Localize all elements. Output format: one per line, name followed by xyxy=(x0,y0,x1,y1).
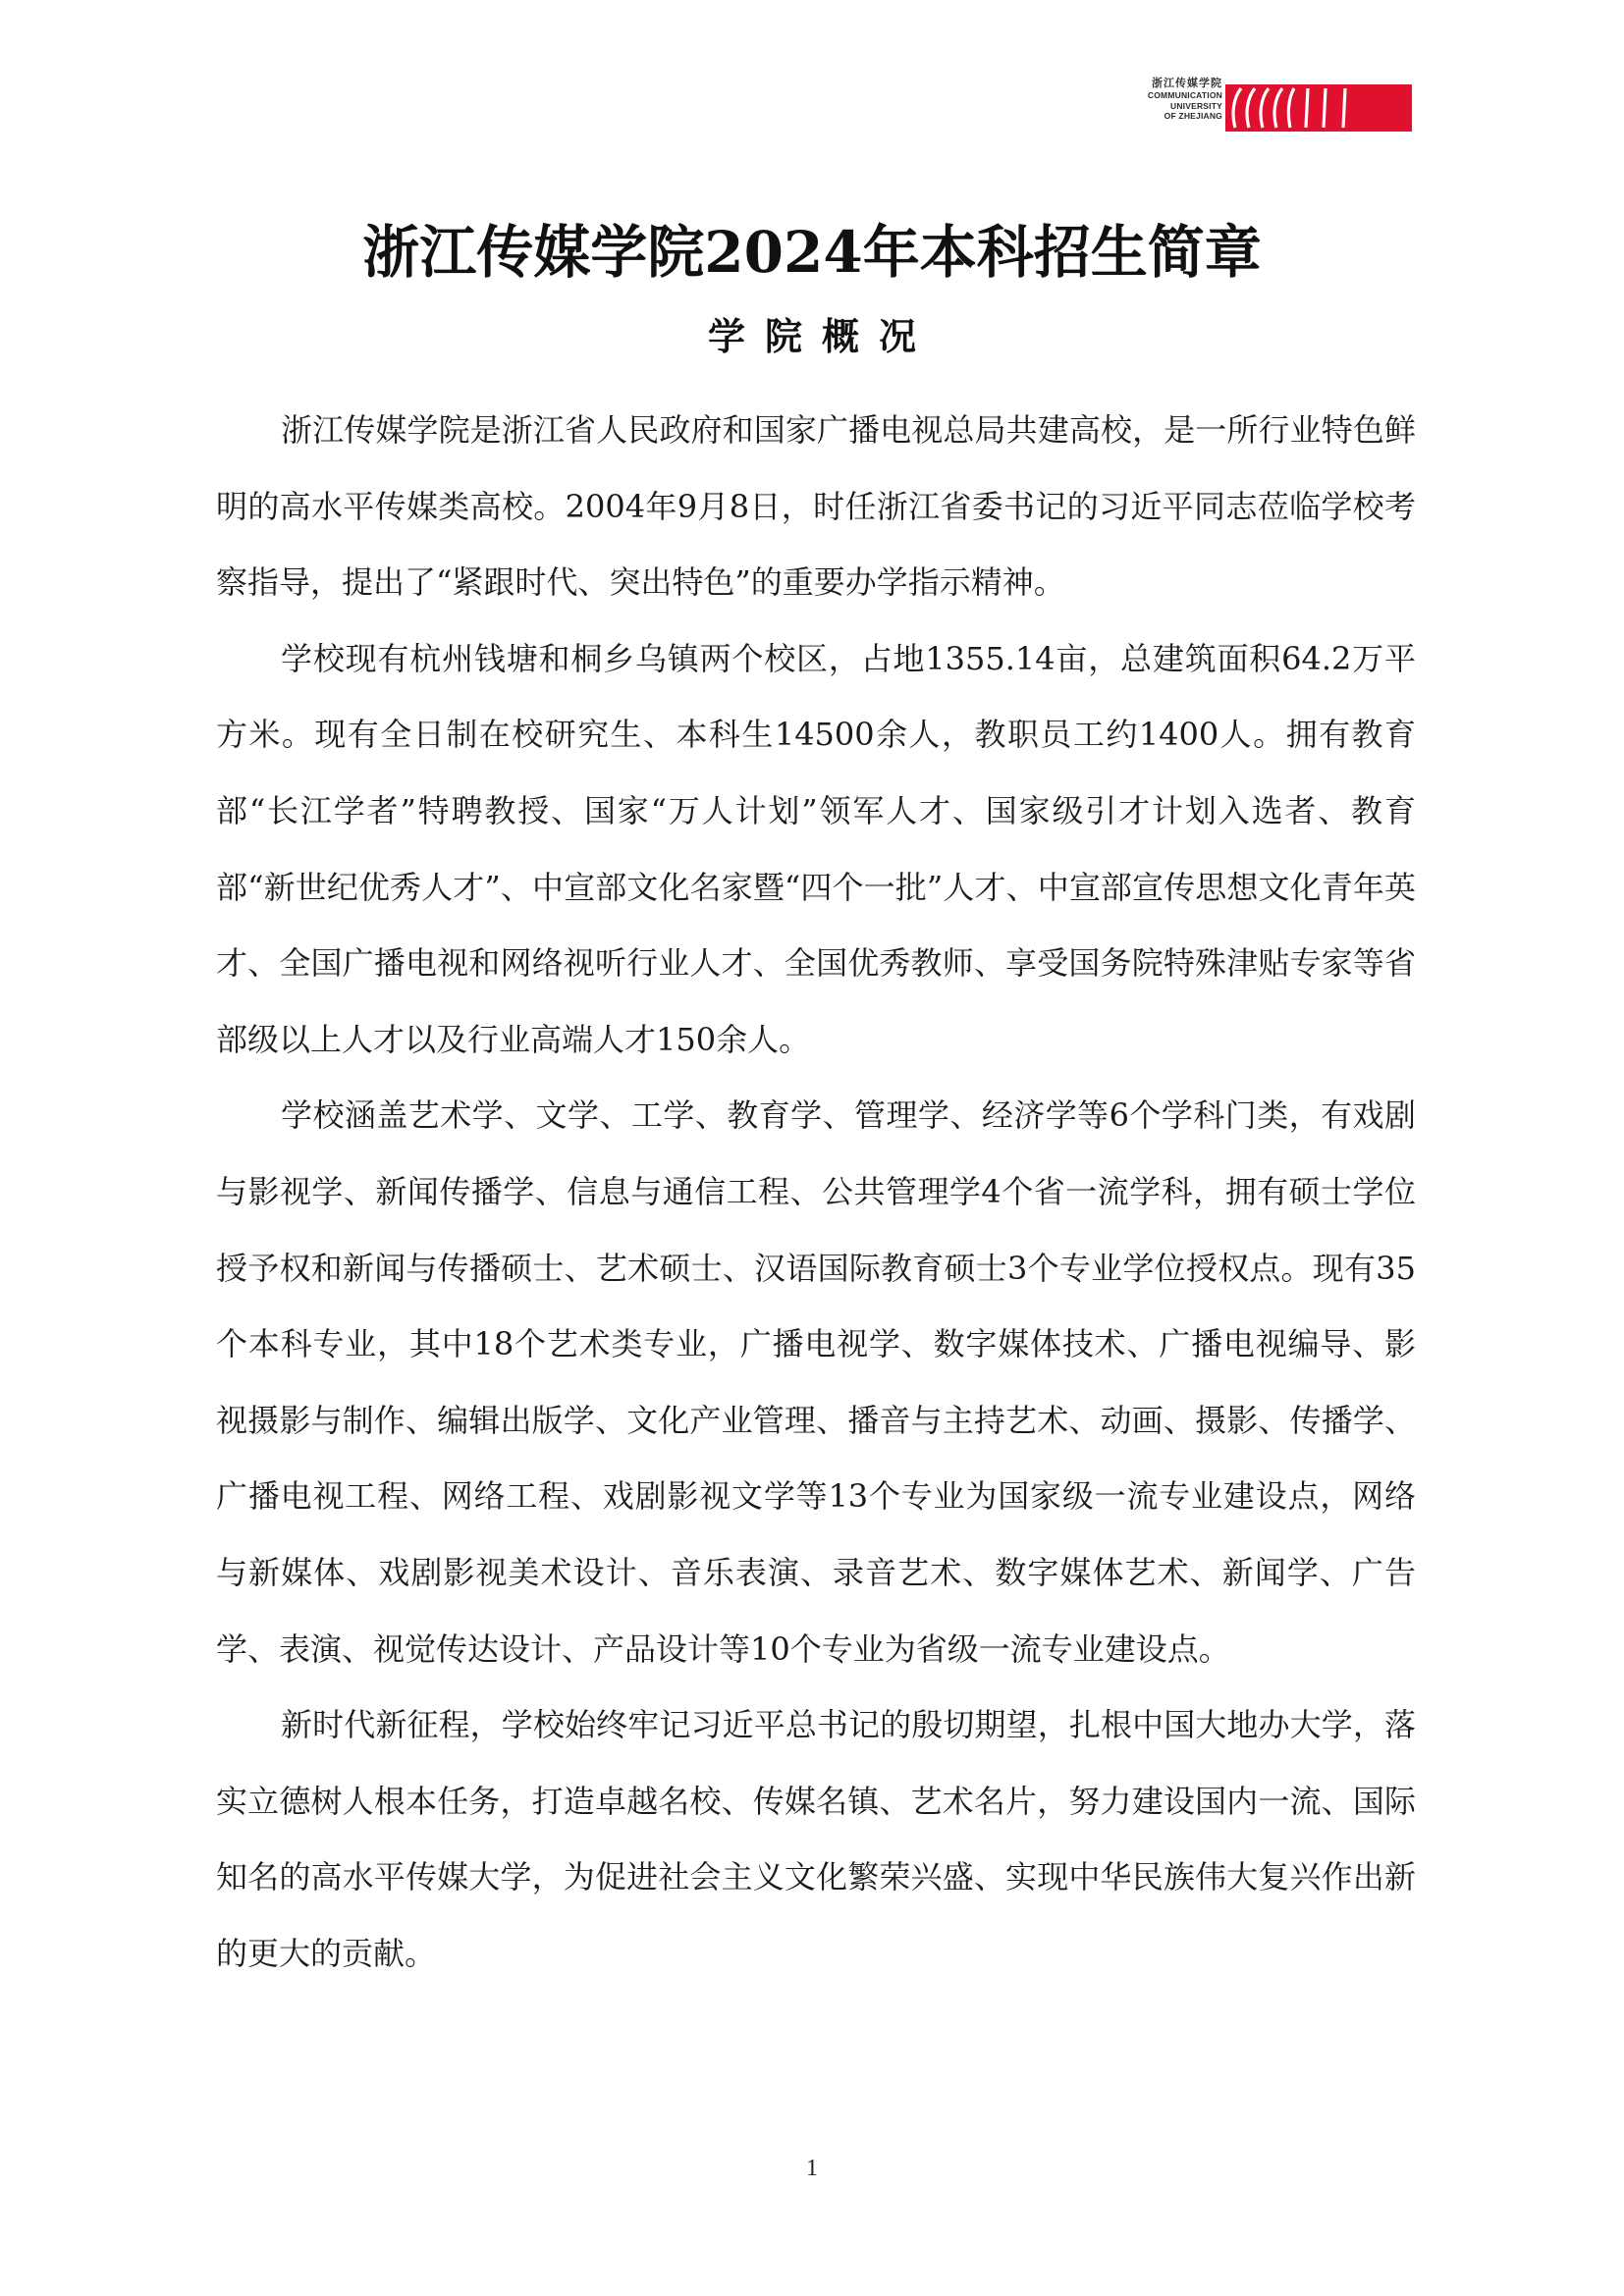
section-heading: 学院概况 xyxy=(707,315,936,358)
logo-text xyxy=(1119,77,1222,122)
page-number: 1 xyxy=(806,2156,818,2181)
logo-mark-icon xyxy=(1225,84,1412,132)
paragraph-mission: 新时代新征程，学校始终牢记习近平总书记的殷切期望，扎根中国大地办大学，落实立德树人根本任务，打造卓越名校、传媒名镇、艺术名片，努力建设国内一流、国际知名的高水平传媒大学，为促进社会主义文化繁荣兴盛、实现中华民族伟大复兴作出新的更大的贡献。 xyxy=(216,1706,1416,1972)
paragraph-campus-and-staff: 学校现有杭州钱塘和桐乡乌镇两个校区，占地1355.14亩，总建筑面积64.2万平方米。现有全日制在校研究生、本科生14500余人，教职员工约1400人。拥有教育部“长江学者”特聘教授、国家“万人计划”领军人才、国家级引才计划入选者、教育部“新世纪优秀人才”、中宣部文化名家暨“四个一批”人才、中宣部宣传思想文化青年英才、全国广播电视和网络视听行业人才、全国优秀教师、享受国务院特殊津贴专家等省部级以上人才以及行业高端人才150余人。 xyxy=(216,639,1416,1058)
university-logo xyxy=(1119,77,1414,137)
logo-name-en-line-2: UNIVERSITY xyxy=(1169,100,1222,111)
logo-name-en-line-1: COMMUNICATION xyxy=(1147,90,1222,100)
document-body xyxy=(216,393,1416,1992)
document-title: 浙江传媒学院2024年本科招生简章 xyxy=(362,219,1262,286)
logo-name-cn: 浙江传媒学院 xyxy=(1152,77,1222,89)
logo-name-en-line-3: OF ZHEJIANG xyxy=(1164,111,1222,121)
paragraph-disciplines-and-majors: 学校涵盖艺术学、文学、工学、教育学、管理学、经济学等6个学科门类，有戏剧与影视学、新闻传播学、信息与通信工程、公共管理学4个省一流学科，拥有硕士学位授予权和新闻与传播硕士、艺术硕士、汉语国际教育硕士3个专业学位授权点。现有35个本科专业，其中18个艺术类专业，广播电视学、数字媒体技术、广播电视编导、影视摄影与制作、编辑出版学、文化产业管理、播音与主持艺术、动画、摄影、传播学、广播电视工程、网络工程、戏剧影视文学等13个专业为国家级一流专业建设点，网络与新媒体、戏剧影视美术设计、音乐表演、录音艺术、数字媒体艺术、新闻学、广告学、表演、视觉传达设计、产品设计等10个专业为省级一流专业建设点。 xyxy=(216,1096,1416,1668)
paragraph-overview: 浙江传媒学院是浙江省人民政府和国家广播电视总局共建高校，是一所行业特色鲜明的高水平传媒类高校。2004年9月8日，时任浙江省委书记的习近平同志莅临学校考察指导，提出了“紧跟时代、突出特色”的重要办学指示精神。 xyxy=(216,411,1416,602)
